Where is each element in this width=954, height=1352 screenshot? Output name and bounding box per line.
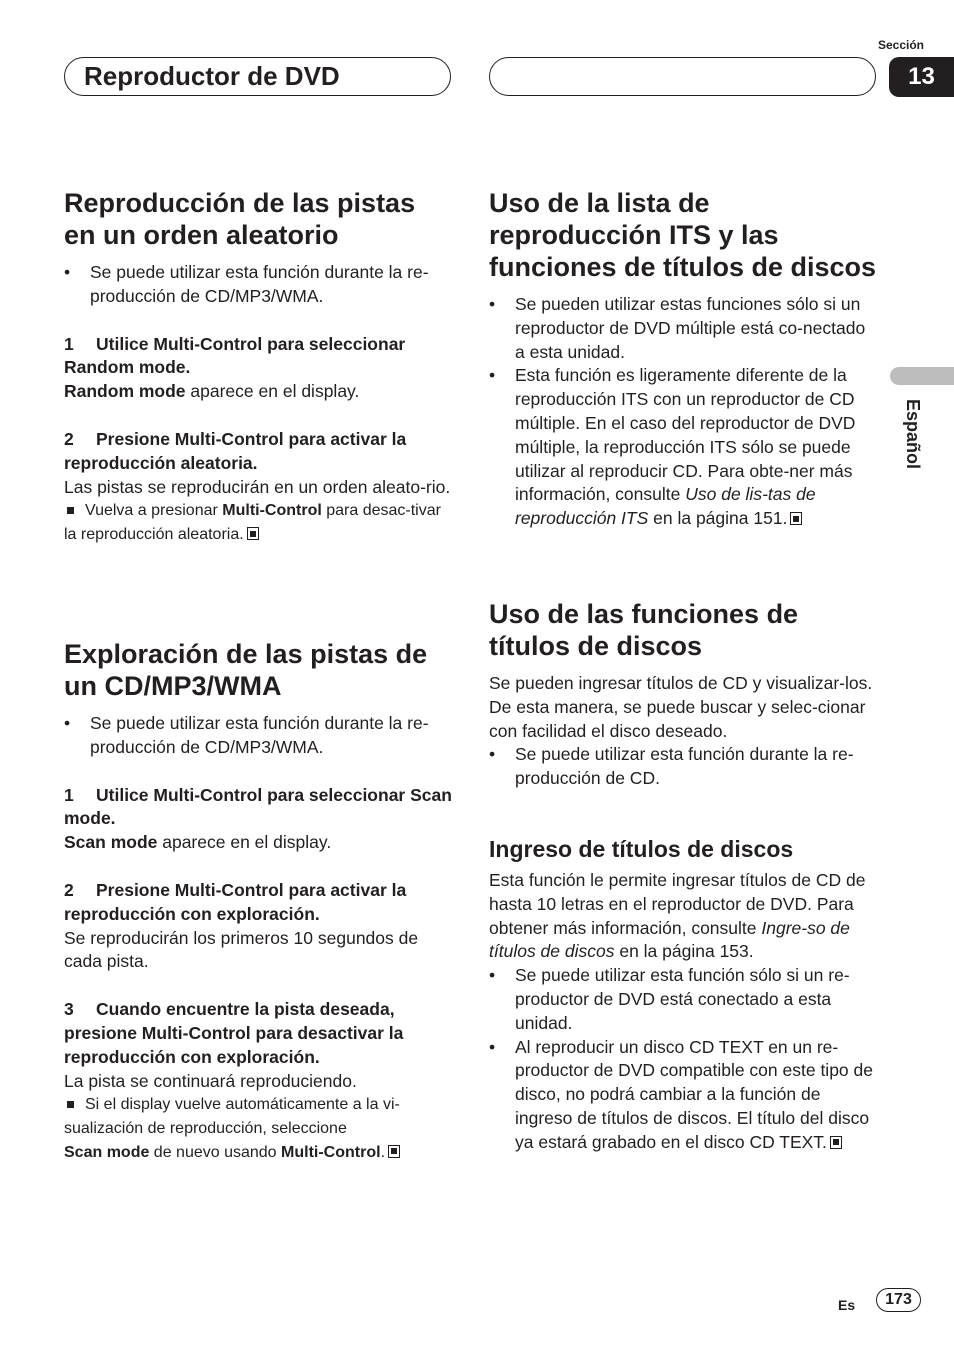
end-mark-icon — [247, 527, 259, 540]
bullet-list — [489, 743, 877, 791]
step-text: Presione Multi-Control para activar la reproducción aleatoria. — [64, 428, 407, 473]
note-text: Si el display vuelve automáticamente a la vi-sualización de reproducción, seleccione — [64, 1096, 400, 1138]
bullet-list — [64, 261, 452, 309]
step-1 — [64, 333, 452, 381]
section-scan-play — [64, 638, 452, 1165]
bullet-list — [489, 964, 877, 1154]
end-mark-icon — [830, 1136, 842, 1149]
end-mark-icon — [790, 512, 802, 525]
step-result: La pista se continuará reproduciendo. — [64, 1070, 357, 1091]
list-item-text: Al reproducir un disco CD TEXT en un re-productor de DVD compatible con este tipo de disco, no podrá cambiar a la función de ingreso de títulos de discos. El título del disco ya estará grabado en el disco CD TEXT. — [515, 1036, 873, 1152]
paragraph-text: en la página 153. — [614, 941, 754, 962]
section-label: Sección — [877, 38, 925, 52]
note-text: . — [380, 1143, 386, 1161]
section-disc-titles — [489, 598, 877, 791]
subsection-title: Ingreso de títulos de discos — [489, 836, 794, 862]
list-item-text: Esta función es ligeramente diferente de la reproducción ITS con un reproductor de CD múltiple. En el caso del reproductor de DVD múltiple, la reproducción ITS sólo se puede utilizar al reproducir CD. Para obte-ner más información, consulte — [515, 365, 856, 505]
step-number: 2 — [64, 879, 74, 900]
bullet-list — [64, 712, 452, 760]
cross-reference: Ingre-so de títulos de discos — [489, 917, 850, 962]
bullet-list — [489, 293, 877, 531]
note — [64, 499, 452, 547]
header-title: Reproductor de DVD — [84, 61, 340, 91]
section-its-title: Uso de la lista de reproducción ITS y las funciones de títulos de discos — [489, 188, 877, 282]
section-number-badge: 13 — [889, 57, 954, 97]
step-number: 1 — [64, 333, 74, 354]
term: Scan mode — [64, 832, 158, 853]
note-square-icon — [67, 507, 74, 514]
note-text: de nuevo usando — [149, 1143, 282, 1161]
term: Random mode — [64, 381, 186, 402]
intro-paragraph — [489, 869, 877, 964]
step-result: Las pistas se reproducirán en un orden aleato-rio. — [64, 476, 451, 497]
paragraph-text: Esta función le permite ingresar títulos de CD de hasta 10 letras en el reproductor de DVD. Para obtener más información, consulte — [489, 870, 866, 938]
step-result — [64, 380, 452, 404]
step-1 — [64, 784, 452, 832]
section-disc-titles-title: Uso de las funciones de títulos de discos — [489, 599, 799, 661]
term: Multi-Control — [281, 1143, 381, 1161]
note-text: Vuelva a presionar — [85, 502, 223, 520]
intro-paragraph: Se pueden ingresar títulos de CD y visualizar-los. De esta manera, se puede buscar y selec-cionar con facilidad el disco deseado. — [489, 673, 873, 741]
cross-reference: Uso de lis-tas de reproducción ITS — [515, 484, 816, 529]
end-mark-icon — [388, 1145, 400, 1158]
step-number: 1 — [64, 784, 74, 805]
step-text: Utilice Multi-Control para seleccionar Scan mode. — [64, 784, 452, 829]
list-item: • Se pueden utilizar estas funciones sólo si un reproductor de DVD múltiple está co-nectado a esta unidad. — [489, 293, 877, 364]
step-3 — [64, 998, 452, 1069]
header-empty-frame — [489, 57, 876, 96]
result-text: aparece en el display. — [185, 381, 360, 402]
step-result — [64, 831, 452, 855]
list-item: • Se puede utilizar esta función durante la re-producción de CD/MP3/WMA. — [64, 261, 452, 309]
section-random-title: Reproducción de las pistas en un orden aleatorio — [64, 188, 416, 250]
list-item: • Se puede utilizar esta función durante la re-producción de CD. — [489, 743, 877, 791]
term: Scan mode — [64, 1143, 150, 1161]
step-text: Cuando encuentre la pista deseada, presione Multi-Control para desactivar la reproducción con exploración. — [64, 999, 404, 1067]
subsection-entering-disc-titles — [489, 835, 877, 1155]
language-tab-bar — [890, 367, 954, 385]
step-number: 2 — [64, 428, 74, 449]
footer-language: Es — [838, 1297, 856, 1313]
note-square-icon — [67, 1101, 74, 1108]
section-scan-title: Exploración de las pistas de un CD/MP3/WMA — [64, 639, 428, 701]
step-text: Presione Multi-Control para activar la reproducción con exploración. — [64, 879, 407, 924]
list-item — [489, 1036, 877, 1155]
note — [64, 1093, 452, 1164]
page-number: 173 — [876, 1288, 921, 1312]
list-item — [489, 364, 877, 531]
step-number: 3 — [64, 999, 74, 1020]
step-2 — [64, 428, 452, 476]
step-result: Se reproducirán los primeros 10 segundos de cada pista. — [64, 927, 419, 972]
language-tab-label: Español — [903, 399, 923, 470]
step-2 — [64, 879, 452, 927]
step-text: Utilice Multi-Control para seleccionar Random mode. — [64, 333, 406, 378]
section-random-play — [64, 187, 452, 547]
list-item: • Se puede utilizar esta función durante la re-producción de CD/MP3/WMA. — [64, 712, 452, 760]
note-text: para desac-tivar la reproducción aleatoria. — [64, 502, 441, 544]
term: Multi-Control — [222, 502, 322, 520]
result-text: aparece en el display. — [157, 832, 332, 853]
language-tab — [893, 399, 933, 483]
list-item-text: en la página 151. — [648, 508, 788, 529]
list-item: • Se puede utilizar esta función sólo si un re-productor de DVD está conectado a esta unidad. — [489, 964, 877, 1035]
section-its-playlist — [489, 187, 877, 531]
